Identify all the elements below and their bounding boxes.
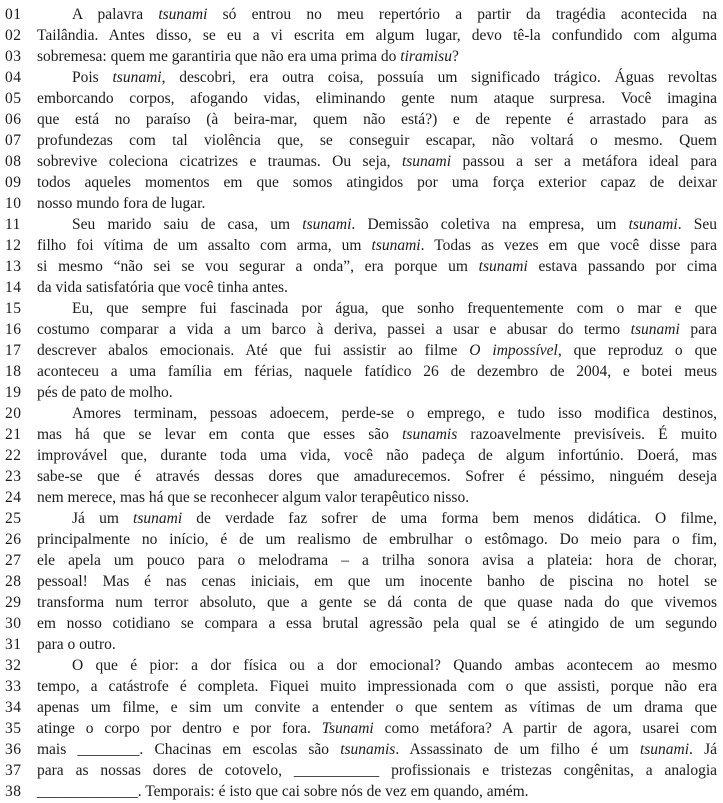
line-number: 04 bbox=[5, 69, 22, 86]
line-text: Já um tsunami de verdade faz sofrer de uma forma bem menos didática. O filme, bbox=[72, 510, 717, 527]
line-text: _____________. Temporais: é isto que cai sobre nós de vez em quando, amém. bbox=[37, 783, 529, 800]
text-line bbox=[0, 634, 723, 655]
line-number: 01 bbox=[5, 6, 22, 23]
line-text: sobremesa: quem me garantiria que não era uma prima do tiramisu? bbox=[37, 48, 459, 65]
line-number: 12 bbox=[5, 237, 22, 254]
text-line bbox=[0, 466, 723, 487]
line-number: 31 bbox=[5, 636, 22, 653]
line-text: pessoal! Mas é nas cenas iniciais, em que um inocente banho de piscina no hotel se bbox=[37, 573, 717, 590]
line-number: 18 bbox=[5, 363, 22, 380]
line-text: mas há que se levar em conta que esses são tsunamis razoavelmente previsíveis. É muito bbox=[37, 426, 717, 443]
text-line bbox=[0, 235, 723, 256]
line-text: costumo comparar a vida a um barco à deriva, passei a usar e abusar do termo tsunami para bbox=[37, 321, 717, 338]
italic-term: tsunamis bbox=[340, 741, 396, 758]
line-text: atinge o corpo por dentro e por fora. Tsunami como metáfora? A partir de agora, usarei com bbox=[37, 720, 717, 737]
line-number: 17 bbox=[5, 342, 22, 359]
italic-term: tiramisu bbox=[400, 48, 452, 65]
text-line bbox=[0, 172, 723, 193]
line-number: 14 bbox=[5, 279, 22, 296]
text-line bbox=[0, 340, 723, 361]
text-line bbox=[0, 151, 723, 172]
line-text: Seu marido saiu de casa, um tsunami. Demissão coletiva na empresa, um tsunami. Seu bbox=[72, 216, 718, 233]
italic-term: tsunami bbox=[302, 216, 352, 233]
line-number: 20 bbox=[5, 405, 22, 422]
text-line bbox=[0, 319, 723, 340]
text-line bbox=[0, 613, 723, 634]
text-line bbox=[0, 382, 723, 403]
text-line bbox=[0, 697, 723, 718]
line-text: tempo, a catástrofe é completa. Fiquei muito impressionada com o que assisti, porque não era bbox=[37, 678, 717, 695]
line-number: 02 bbox=[5, 27, 22, 44]
line-text: pés de pato de molho. bbox=[37, 384, 173, 401]
line-text: em nosso cotidiano se compara a essa brutal agressão pela qual se é atingido de um segundo bbox=[37, 615, 717, 632]
text-line bbox=[0, 655, 723, 676]
line-text: nosso mundo fora de lugar. bbox=[37, 195, 206, 212]
line-text: para as nossas dores de cotovelo, ___________ profissionais e tristezas congênitas, a analogia bbox=[37, 762, 717, 779]
text-line bbox=[0, 214, 723, 235]
italic-term: tsunami bbox=[628, 216, 678, 233]
line-text: profundezas com tal violência que, se conseguir escapar, não voltará o mesmo. Quem bbox=[37, 132, 717, 149]
line-text: A palavra tsunami só entrou no meu repertório a partir da tragédia acontecida na bbox=[72, 6, 717, 23]
line-text: todos aqueles momentos em que somos atingidos por uma força exterior capaz de deixar bbox=[37, 174, 717, 191]
line-number: 09 bbox=[5, 174, 22, 191]
line-number: 13 bbox=[5, 258, 22, 275]
line-text: principalmente no início, é de um realismo de embrulhar o estômago. Do meio para o fim, bbox=[37, 531, 717, 548]
text-line bbox=[0, 193, 723, 214]
italic-term: tsunami bbox=[478, 258, 528, 275]
text-line bbox=[0, 109, 723, 130]
line-text: transforma num terror absoluto, que a gente se dá conta de que quase nada do que vivemos bbox=[37, 594, 717, 611]
italic-term: tsunami bbox=[639, 741, 690, 758]
line-number: 29 bbox=[5, 594, 22, 611]
line-text: sobrevive coleciona cicatrizes e traumas. Ou seja, tsunami passou a ser a metáfora ideal para bbox=[37, 153, 717, 170]
text-body bbox=[0, 4, 723, 802]
italic-term: tsunamis bbox=[402, 426, 458, 443]
line-number: 15 bbox=[5, 300, 22, 317]
text-line bbox=[0, 529, 723, 550]
text-line bbox=[0, 592, 723, 613]
line-text: aconteceu a uma família em férias, naquele fatídico 26 de dezembro de 2004, e botei meus bbox=[37, 363, 717, 380]
text-line bbox=[0, 550, 723, 571]
line-text: Eu, que sempre fui fascinada por água, que sonho frequentemente com o mar e que bbox=[72, 300, 717, 317]
line-number: 27 bbox=[5, 552, 22, 569]
text-line bbox=[0, 67, 723, 88]
italic-term: tsunami bbox=[133, 510, 183, 527]
fill-blank: ________ bbox=[77, 741, 140, 758]
line-text: Amores terminam, pessoas adoecem, perde-se o emprego, e tudo isso modifica destinos, bbox=[72, 405, 717, 422]
line-number: 10 bbox=[5, 195, 22, 212]
line-number: 16 bbox=[5, 321, 22, 338]
line-text: O que é pior: a dor física ou a dor emocional? Quando ambas acontecem ao mesmo bbox=[72, 657, 717, 674]
italic-term: tsunami bbox=[112, 69, 162, 86]
line-text: filho foi vítima de um assalto com arma, um tsunami. Todas as vezes em que você disse para bbox=[37, 237, 717, 254]
line-text: ele apela um pouco para o melodrama – a trilha sonora avisa a plateia: hora de chorar, bbox=[37, 552, 717, 569]
line-number: 24 bbox=[5, 489, 22, 506]
line-text: da vida satisfatória que você tinha antes. bbox=[37, 279, 288, 296]
line-text: Tailândia. Antes disso, se eu a vi escrita em algum lugar, devo tê-la confundido com alguma bbox=[37, 27, 717, 44]
line-text: improvável que, durante toda uma vida, você não padeça de algum infortúnio. Doerá, mas bbox=[37, 447, 717, 464]
line-number: 35 bbox=[5, 720, 22, 737]
text-line bbox=[0, 277, 723, 298]
italic-term: O impossível bbox=[469, 342, 558, 359]
line-number: 32 bbox=[5, 657, 22, 674]
line-number: 21 bbox=[5, 426, 22, 443]
text-line bbox=[0, 424, 723, 445]
line-text: para o outro. bbox=[37, 636, 116, 653]
text-line bbox=[0, 88, 723, 109]
line-number: 33 bbox=[5, 678, 22, 695]
line-number: 19 bbox=[5, 384, 22, 401]
text-line bbox=[0, 4, 723, 25]
text-line bbox=[0, 361, 723, 382]
line-text: que está no paraíso (à beira-mar, quem não está?) e de repente é arrastado para as bbox=[37, 111, 717, 128]
italic-term: tsunami bbox=[401, 153, 452, 170]
line-number: 26 bbox=[5, 531, 22, 548]
italic-term: Tsunami bbox=[321, 720, 374, 737]
line-number: 23 bbox=[5, 468, 22, 485]
text-line bbox=[0, 781, 723, 802]
line-number: 25 bbox=[5, 510, 22, 527]
line-number: 38 bbox=[5, 783, 22, 800]
line-number: 34 bbox=[5, 699, 22, 716]
text-line bbox=[0, 718, 723, 739]
line-text: mais ________. Chacinas em escolas são tsunamis. Assassinato de um filho é um tsunami. Já bbox=[37, 741, 717, 758]
text-line bbox=[0, 571, 723, 592]
line-text: apenas um filme, e sim um convite a entender o que sentem as vítimas de um drama que bbox=[37, 699, 717, 716]
line-number: 36 bbox=[5, 741, 22, 758]
line-text: nem merece, mas há que se reconhecer algum valor terapêutico nisso. bbox=[37, 489, 470, 506]
text-line bbox=[0, 130, 723, 151]
fill-blank: _____________ bbox=[37, 783, 138, 800]
line-text: descrever abalos emocionais. Até que fui assistir ao filme O impossível, que reproduz o que bbox=[37, 342, 717, 359]
line-number: 06 bbox=[5, 111, 22, 128]
text-line bbox=[0, 298, 723, 319]
text-line bbox=[0, 760, 723, 781]
line-number: 28 bbox=[5, 573, 22, 590]
line-number: 08 bbox=[5, 153, 22, 170]
line-text: sabe-se que é através dessas dores que amadurecemos. Sofrer é péssimo, ninguém deseja bbox=[37, 468, 717, 485]
fill-blank: ___________ bbox=[293, 762, 380, 779]
line-text: Pois tsunami, descobri, era outra coisa, possuía um significado trágico. Águas revoltas bbox=[72, 69, 717, 86]
text-line bbox=[0, 508, 723, 529]
text-line bbox=[0, 25, 723, 46]
italic-term: tsunami bbox=[371, 237, 421, 254]
line-number: 07 bbox=[5, 132, 22, 149]
text-line bbox=[0, 676, 723, 697]
text-line bbox=[0, 487, 723, 508]
line-number: 30 bbox=[5, 615, 22, 632]
text-line bbox=[0, 445, 723, 466]
text-line bbox=[0, 256, 723, 277]
line-number: 22 bbox=[5, 447, 22, 464]
italic-term: tsunami bbox=[630, 321, 680, 338]
line-number: 03 bbox=[5, 48, 22, 65]
text-line bbox=[0, 403, 723, 424]
text-line bbox=[0, 739, 723, 760]
line-text: si mesmo “não sei se vou segurar a onda”, era porque um tsunami estava passando por cima bbox=[37, 258, 717, 275]
line-number: 05 bbox=[5, 90, 22, 107]
line-number: 37 bbox=[5, 762, 22, 779]
text-line bbox=[0, 46, 723, 67]
line-number: 11 bbox=[5, 216, 21, 233]
italic-term: tsunami bbox=[158, 6, 208, 23]
line-text: emborcando corpos, afogando vidas, eliminando gente num ataque surpresa. Você imagina bbox=[37, 90, 717, 107]
